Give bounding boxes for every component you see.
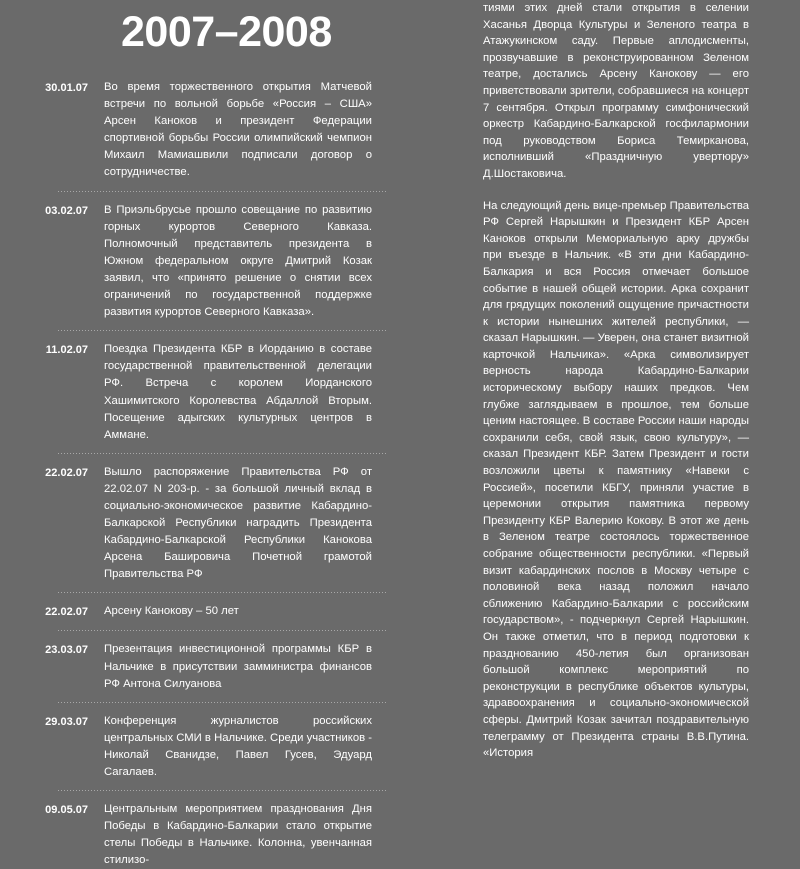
- article-paragraph: тиями этих дней стали открытия в селении Хасанья Дворца Культуры и Зеленого театра в Атажукинском саду. Первые аплодисменты, прозвучавшие в реконструированном Зеленом театре, достались Арсену Канокову — его приветствовали зрители, собравшиеся на концерт 7 сентября. Открыл программу симфонический оркестр Кабардино-Балкарской госфилармонии под руководством Бориса Темирканова, исполнивший «Праздничную увертюру» Д.Шостаковича.: [483, 2, 749, 180]
- chronology-entry: [0, 801, 400, 869]
- entry-text: Презентация инвестиционной программы КБР в Нальчике в присутствии замминистра финансов РФ Антона Силуанова: [104, 643, 372, 690]
- chronology-entry: [0, 464, 400, 584]
- page-title: 2007–2008: [121, 8, 332, 56]
- entry-date: 29.03.07: [45, 715, 88, 728]
- chronology-entry: [0, 641, 400, 692]
- chronology-entry: [0, 202, 400, 322]
- chronology-entry: [0, 79, 400, 182]
- chronology-entry: [0, 603, 400, 621]
- entry-date: 11.02.07: [45, 344, 88, 357]
- dotted-divider: [58, 330, 386, 331]
- dotted-divider: [58, 592, 386, 593]
- chronology-entry: [0, 713, 400, 781]
- entry-date: 03.02.07: [45, 204, 88, 217]
- entry-text: В Приэльбрусье прошло совещание по развитию горных курортов Северного Кавказа. Полномочный представитель президента в Южном федеральном округе Дмитрий Козак заявил, что «принято решение о снятии всех ограничений по государственной поддержке развития курортов Северного Кавказа».: [104, 203, 372, 319]
- entry-date: 23.03.07: [45, 644, 88, 657]
- entry-date: 22.02.07: [45, 606, 88, 619]
- entry-text: Во время торжественного открытия Матчевой встречи по вольной борьбе «Россия – США» Арсен Каноков и президент Федерации спортивной борьбы России олимпийский чемпион Михаил Мамиашвили подписали договор о сотрудничестве.: [104, 81, 372, 179]
- entry-date: 09.05.07: [45, 804, 88, 817]
- entry-text: Вышло распоряжение Правительства РФ от 22.02.07 N 203-р. - за большой личный вклад в социально-экономическое развитие Кабардино-Балкарской Республики наградить Президента Кабардино-Балкарской Республики Канокова Арсена Башировича Почетной грамотой Правительства РФ: [104, 465, 372, 581]
- chronology-entry: [0, 341, 400, 444]
- entry-text: Конференция журналистов российских центральных СМИ в Нальчике. Среди участников - Николай Сванидзе, Павел Гусев, Эдуард Сагалаев.: [104, 714, 373, 778]
- article-column: [483, 0, 749, 762]
- chronology-column: [0, 79, 400, 869]
- dotted-divider: [58, 191, 386, 192]
- article-paragraph: На следующий день вице-премьер Правительства РФ Сергей Нарышкин и Президент КБР Арсен Каноков открыли Мемориальную арку дружбы при въезде в Нальчик. «В эти дни Кабардино-Балкария и вся Россия отмечает большое событие в нашей общей истории. Арка сохранит для грядущих поколений ощущение причастности к истории нынешних жителей республики, — сказал Нарышкин. — Уверен, она станет визитной карточкой Нальчика». «Арка символизирует верность народа Кабардино-Балкарии историческому выбору наших предков. Чем глубже заглядываем в прошлое, тем больше ценим настоящее. В составе России наши народы сохранили себя, свой язык, свою культуру», — сказал Президент КБР. Затем Президент и гости возложили цветы к памятнику «Навеки с Россией», посетили КБГУ, приняли участие в церемонии открытия памятника первому Президенту КБР Валерию Кокову. В этот же день в Зеленом театре состоялось торжественное собрание общественности республики. «Первый визит кабардинских послов в Москву четыре с половиной века назад положил начало сближению Кабардино-Балкарии с российским государством», - подчеркнул Сергей Нарышкин. Он также отметил, что в период подготовки к празднованию 450-летия был организован большой комплекс мероприятий по реконструкции в республике объектов культуры, здравоохранения и социально-экономической сферы. Дмитрий Козак зачитал поздравительную телеграмму от Президента страны В.В.Путина. «История: [483, 199, 749, 760]
- dotted-divider: [58, 630, 386, 631]
- entry-text: Арсену Канокову – 50 лет: [104, 605, 239, 618]
- dotted-divider: [58, 453, 386, 454]
- entry-text: Поездка Президента КБР в Иорданию в составе государственной правительственной делегации РФ. Встреча с королем Иорданского Хашимитского Королевства Абдаллой Вторым. Посещение адыгских культурных центров в Аммане.: [104, 343, 372, 441]
- entry-text: Центральным мероприятием празднования Дня Победы в Кабардино-Балкарии стало открытие стелы Победы в Нальчике. Колонна, увенчанная стилизо-: [104, 803, 372, 867]
- dotted-divider: [58, 790, 386, 791]
- entry-date: 22.02.07: [45, 466, 88, 479]
- dotted-divider: [58, 702, 386, 703]
- entry-date: 30.01.07: [45, 82, 88, 94]
